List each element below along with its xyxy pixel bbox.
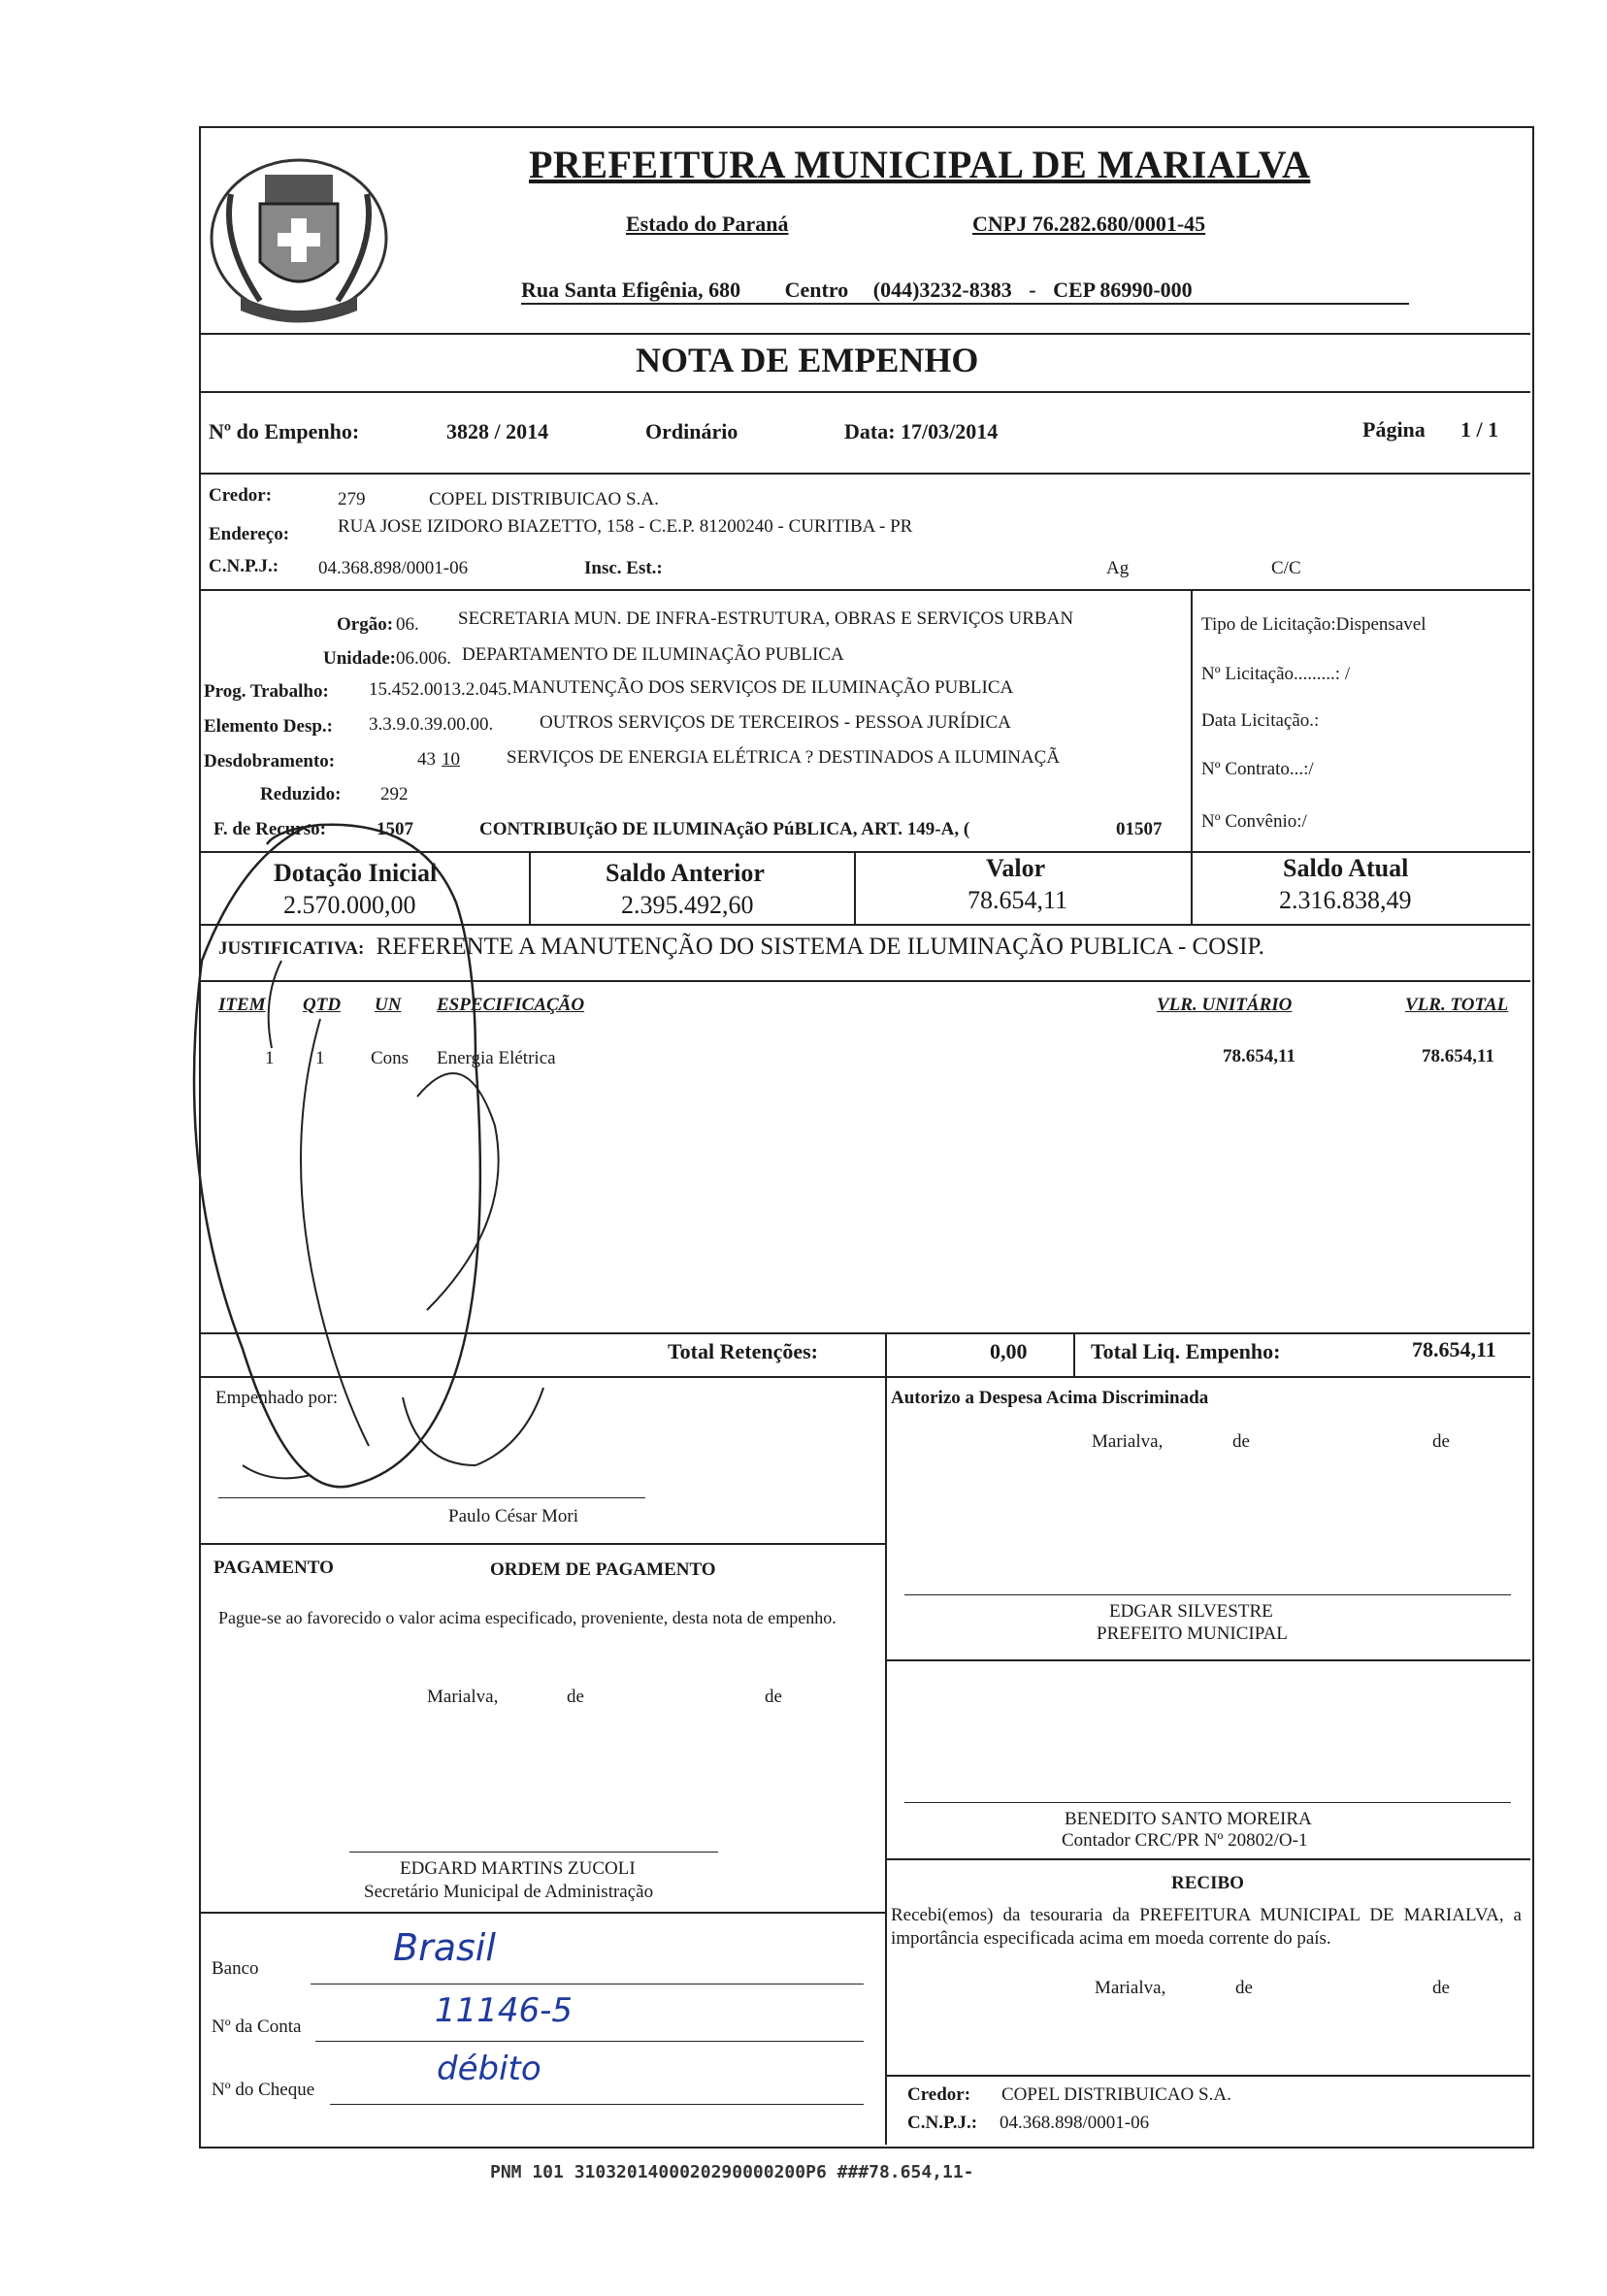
cnpj-label: C.N.P.J.: (209, 556, 279, 576)
phone-text: (044)3232-8383 (872, 278, 1012, 302)
secretario-name: EDGARD MARTINS ZUCOLI (400, 1858, 636, 1879)
justificativa-text: REFERENTE A MANUTENÇÃO DO SISTEMA DE ILUMINAÇÃO PUBLICA - COSIP. (376, 934, 1264, 960)
desd-desc: SERVIÇOS DE ENERGIA ELÉTRICA ? DESTINADOS A ILUMINAÇÃ (507, 747, 1061, 768)
row-unit: 78.654,11 (1223, 1046, 1295, 1066)
row-spec: Energia Elétrica (437, 1048, 556, 1068)
numero-licitacao: Nº Licitação.........: / (1201, 664, 1351, 684)
credor-cnpj: 04.368.898/0001-06 (318, 558, 469, 578)
reduzido-code: 292 (380, 784, 409, 804)
footer-code: PNM 101 3103201400020290000200P6 ###78.654,11- (490, 2162, 974, 2182)
recibo-cnpj-label: C.N.P.J.: (907, 2113, 978, 2133)
unidade-desc: DEPARTAMENTO DE ILUMINAÇÃO PUBLICA (462, 644, 844, 665)
insc-label: Insc. Est.: (584, 558, 663, 578)
cc-label: C/C (1271, 558, 1301, 578)
prog-desc: MANUTENÇÃO DOS SERVIÇOS DE ILUMINAÇÃO PUBLICA (512, 677, 1014, 698)
liq-value: 78.654,11 (1412, 1337, 1496, 1361)
contador-title: Contador CRC/PR Nº 20802/O-1 (1062, 1830, 1308, 1851)
tipo-licitacao: Tipo de Licitação:Dispensavel (1201, 614, 1427, 635)
col-total: VLR. TOTAL (1405, 995, 1509, 1015)
ag-label: Ag (1106, 558, 1130, 578)
pagamento-text: Pague-se ao favorecido o valor acima especificado, proveniente, desta nota de empenho. (218, 1608, 836, 1627)
liq-label: Total Liq. Empenho: (1091, 1339, 1281, 1363)
page-number: 1 / 1 (1460, 417, 1499, 442)
numero-contrato: Nº Contrato...:/ (1201, 759, 1314, 779)
secretario-title: Secretário Municipal de Administração (364, 1882, 654, 1902)
address-line: Rua Santa Efigênia, 680 Centro (044)3232-8383 - CEP 86990-000 (521, 278, 1409, 305)
empenho-label: Nº do Empenho: (209, 419, 360, 443)
orgao-desc: SECRETARIA MUN. DE INFRA-ESTRUTURA, OBRAS E SERVIÇOS URBAN (458, 608, 1074, 629)
elem-desc: OUTROS SERVIÇOS DE TERCEIROS - PESSOA JURÍDICA (540, 712, 1011, 733)
col-item: ITEM (218, 995, 266, 1015)
col-spec: ESPECIFICAÇÃO (437, 995, 585, 1015)
justificativa-label: JUSTIFICATIVA: (218, 938, 365, 959)
contador-name: BENEDITO SANTO MOREIRA (1065, 1809, 1312, 1829)
dotacao-label: Dotação Inicial (274, 859, 438, 887)
credor-code: 279 (338, 489, 366, 509)
data-licitacao: Data Licitação.: (1201, 710, 1320, 731)
empenho-date: Data: 17/03/2014 (844, 419, 999, 443)
credor-label: Credor: (209, 485, 273, 506)
cheque-label: Nº do Cheque (212, 2080, 315, 2100)
recibo-text: Recebi(emos) da tesouraria da PREFEITURA MUNICIPAL DE MARIALVA, a importância especificada acima em moeda corrente do país. (891, 1905, 1522, 1949)
recibo-cnpj: 04.368.898/0001-06 (1000, 2113, 1150, 2133)
credor-name: COPEL DISTRIBUICAO S.A. (429, 489, 659, 509)
address-text: Rua Santa Efigênia, 680 (521, 278, 741, 302)
retencoes-value: 0,00 (990, 1339, 1028, 1363)
valor-label: Valor (986, 854, 1046, 882)
address-label: Endereço: (209, 524, 290, 544)
empenho-type: Ordinário (645, 419, 738, 443)
district-text: Centro (784, 278, 849, 302)
empenho-number: 3828 / 2014 (446, 419, 549, 443)
banco-label: Banco (212, 1958, 259, 1979)
retencoes-label: Total Retenções: (668, 1339, 818, 1363)
empenhado-label: Empenhado por: (215, 1388, 339, 1408)
banco-handwritten: Brasil (393, 1926, 496, 1969)
saldo-anterior-value: 2.395.492,60 (621, 891, 754, 919)
col-unit: VLR. UNITÁRIO (1157, 995, 1293, 1015)
recibo-title: RECIBO (1171, 1873, 1244, 1893)
recurso-code: 1507 (377, 819, 413, 839)
col-un: UN (375, 995, 402, 1015)
conta-handwritten: 11146-5 (435, 1991, 574, 2030)
page-label: Página (1362, 417, 1426, 442)
ordem-pagamento-label: ORDEM DE PAGAMENTO (490, 1559, 716, 1580)
prefeito-name: EDGAR SILVESTRE (1109, 1601, 1273, 1622)
saldo-atual-value: 2.316.838,49 (1279, 886, 1412, 914)
recibo-credor: COPEL DISTRIBUICAO S.A. (1001, 2084, 1231, 2105)
col-qtd: QTD (303, 995, 342, 1015)
empenhado-name: Paulo César Mori (448, 1506, 579, 1526)
saldo-anterior-label: Saldo Anterior (606, 859, 765, 887)
cnpj-header: CNPJ 76.282.680/0001-45 (972, 212, 1206, 236)
cheque-handwritten: débito (437, 2050, 541, 2088)
justificativa (218, 934, 1264, 961)
recurso-desc: CONTRIBUIçãO DE ILUMINAçãO PúBLICA, ART. 149-A, ( (479, 819, 970, 839)
row-qtd: 1 (315, 1048, 325, 1068)
row-un: Cons (371, 1048, 410, 1068)
conta-label: Nº da Conta (212, 2017, 302, 2037)
autorizo-label: Autorizo a Despesa Acima Discriminada (891, 1388, 1209, 1408)
valor-value: 78.654,11 (967, 886, 1068, 914)
unidade-code: 06.006. (396, 648, 451, 669)
desd-sub: 10 (442, 749, 460, 770)
row-item: 1 (265, 1048, 275, 1068)
elem-code: 3.3.9.0.39.00.00. (369, 714, 494, 735)
recurso-id: 01507 (1116, 819, 1163, 839)
credor-address: RUA JOSE IZIDORO BIAZETTO, 158 - C.E.P. 81200240 - CURITIBA - PR (338, 516, 913, 537)
state-label: Estado do Paraná (626, 212, 789, 236)
coat-of-arms-icon (202, 136, 396, 330)
autorizo-city: Marialva, (1092, 1431, 1164, 1452)
pagamento-label: PAGAMENTO (213, 1558, 334, 1578)
row-total: 78.654,11 (1422, 1046, 1494, 1066)
desd-code: 43 (417, 749, 436, 770)
orgao-code: 06. (396, 614, 419, 635)
cep-text: CEP 86990-000 (1053, 278, 1193, 302)
municipality-title: PREFEITURA MUNICIPAL DE MARIALVA (529, 143, 1311, 186)
prog-code: 15.452.0013.2.045. (369, 679, 512, 700)
prefeito-title: PREFEITO MUNICIPAL (1097, 1624, 1288, 1644)
doc-title: NOTA DE EMPENHO (636, 341, 979, 379)
recibo-credor-label: Credor: (907, 2084, 971, 2105)
numero-convenio: Nº Convênio:/ (1201, 811, 1307, 832)
saldo-atual-label: Saldo Atual (1283, 854, 1409, 882)
dotacao-value: 2.570.000,00 (283, 891, 416, 919)
